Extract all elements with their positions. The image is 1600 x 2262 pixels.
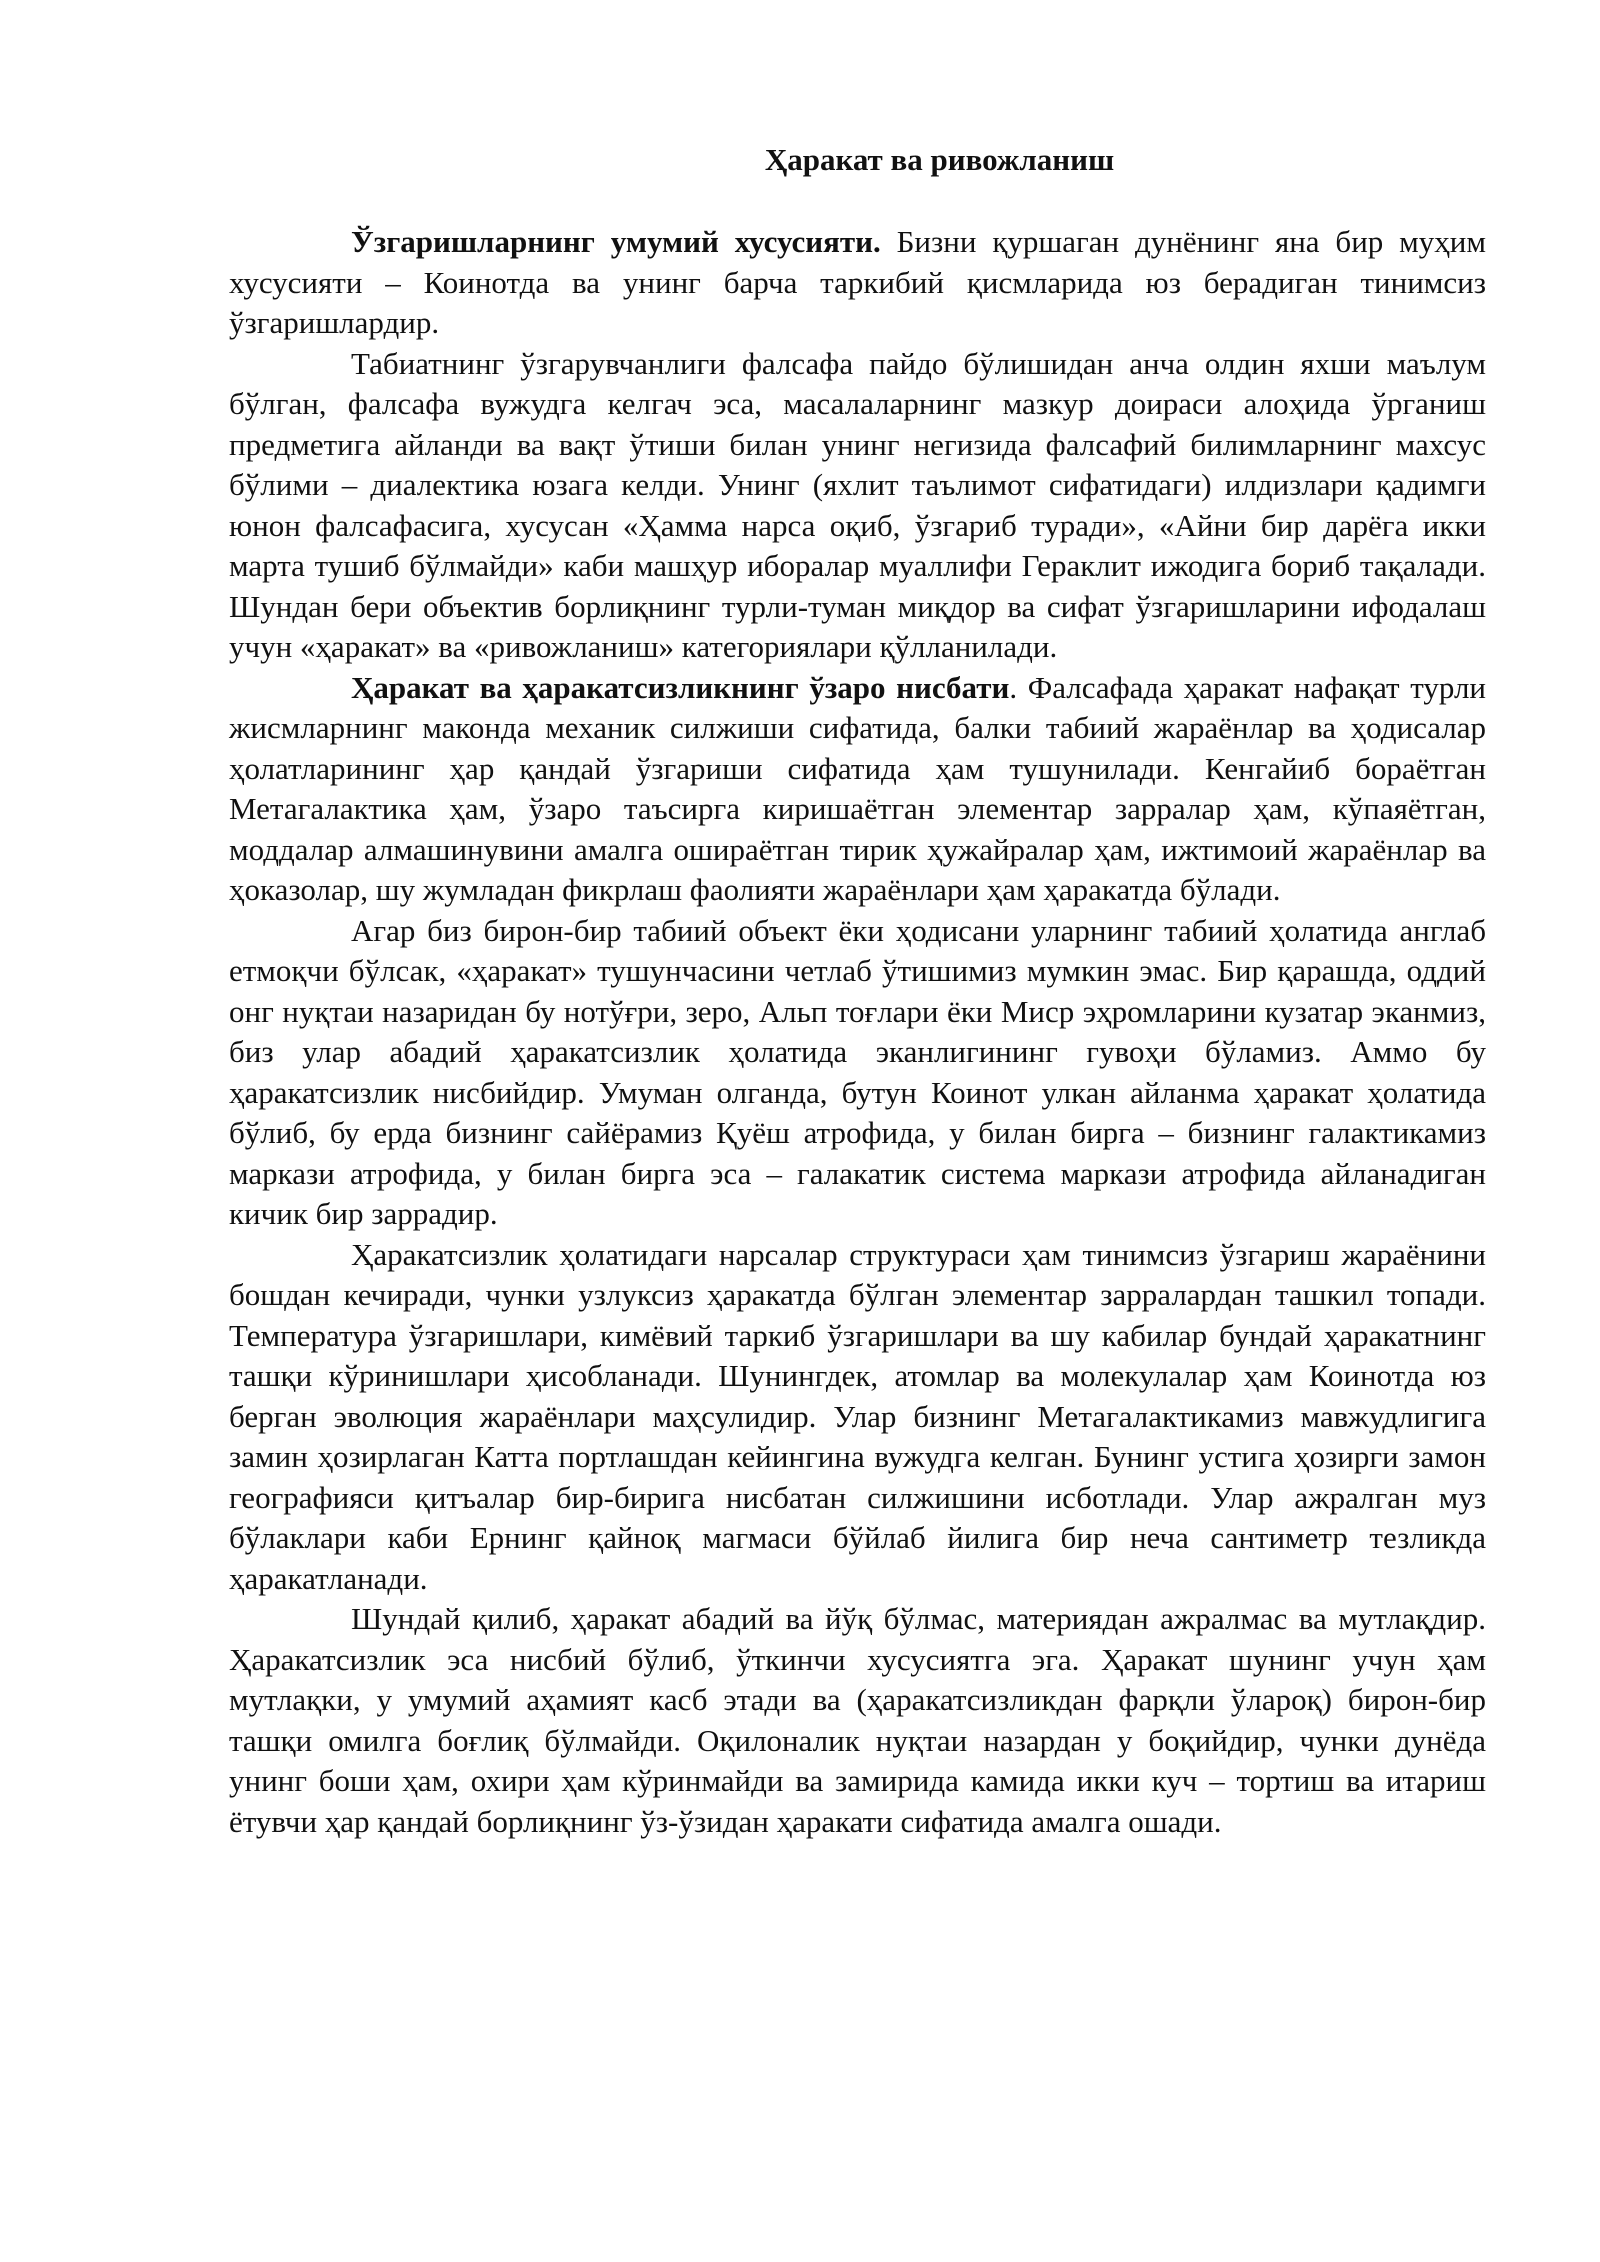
paragraph-5-text: Ҳаракатсизлик ҳолатидаги нарсалар структураси ҳам тинимсиз ўзгариш жараёнини бошдан кечиради, чунки узлуксиз ҳаракатда бўлган элементар зарралардан ташкил топади. Температура ўзгаришлари, кимёвий таркиб ўзгаришлари ва шу кабилар бундай ҳаракатнинг ташқи кўринишлари ҳисобланади. Шунингдек, атомлар ва молекулалар ҳам Коинотда юз берган эволюция жараёнлари маҳсулидир. Улар бизнинг Метагалактикамиз мавжудлигига замин ҳозирлаган Катта портлашдан кейингина вужудга келган. Бунинг устига ҳозирги замон географияси қитъалар бир-бирига нисбатан силжишини исботлади. Улар ажралган муз бўлаклари каби Ернинг қайноқ магмаси бўйлаб йилига бир неча сантиметр тезликда ҳаракатланади. <box>229 1236 1486 1596</box>
paragraph-1-lead: Ўзгаришларнинг умумий хусусияти. <box>351 224 881 259</box>
paragraph-1-text: Бизни қуршаган дунёнинг яна бир муҳим хусусияти – Коинотда ва унинг барча таркибий қисмларида юз берадиган тинимсиз ўзгаришлардир. <box>229 224 1486 340</box>
paragraph-2 <box>229 344 1486 668</box>
document-page <box>229 140 1486 1842</box>
paragraph-2-text: Табиатнинг ўзгарувчанлиги фалсафа пайдо бўлишидан анча олдин яхши маълум бўлган, фалсафа вужудга келгач эса, масалаларнинг мазкур доираси алоҳида ўрганиш предметига айланди ва вақт ўтиши билан унинг негизида фалсафий билимларнинг махсус бўлими – диалектика юзага келди. Унинг (яхлит таълимот сифатидаги) илдизлари қадимги юнон фалсафасига, хусусан «Ҳамма нарса оқиб, ўзгариб туради», «Айни бир дарёга икки марта тушиб бўлмайди» каби машҳур иборалар муаллифи Гераклит ижодига бориб тақалади. Шундан бери объектив борлиқнинг турли-туман миқдор ва сифат ўзгаришларини ифодалаш учун «ҳаракат» ва «ривожланиш» категориялари қўлланилади. <box>229 345 1486 664</box>
document-title: Ҳаракат ва ривожланиш <box>764 142 1115 177</box>
paragraph-6 <box>229 1599 1486 1842</box>
paragraph-4 <box>229 911 1486 1235</box>
paragraph-6-text: Шундай қилиб, ҳаракат абадий ва йўқ бўлмас, материядан ажралмас ва мутлақдир. Ҳаракатсизлик эса нисбий бўлиб, ўткинчи хусусиятга эга. Ҳаракат шунинг учун ҳам мутлақки, у умумий аҳамият касб этади ва (ҳаракатсизликдан фарқли ўлароқ) бирон-бир ташқи омилга боғлиқ бўлмайди. Оқилоналик нуқтаи назардан у боқийдир, чунки дунёда унинг боши ҳам, охири ҳам кўринмайди ва замирида камида икки куч – тортиш ва итариш ётувчи ҳар қандай борлиқнинг ўз-ўзидан ҳаракати сифатида амалга ошади. <box>229 1601 1486 1839</box>
paragraph-3-lead: Ҳаракат ва ҳаракатсизликнинг ўзаро нисбати <box>351 669 1010 705</box>
paragraph-4-text: Агар биз бирон-бир табиий объект ёки ҳодисани уларнинг табиий ҳолатида англаб етмоқчи бўлсак, «ҳаракат» тушунчасини четлаб ўтишимиз мумкин эмас. Бир қарашда, оддий онг нуқтаи назаридан бу нотўғри, зеро, Альп тоғлари ёки Миср эҳромларини кузатар эканмиз, биз улар абадий ҳаракатсизлик ҳолатида эканлигининг гувоҳи бўламиз. Аммо бу ҳаракатсизлик нисбийдир. Умуман олганда, бутун Коинот улкан айланма ҳаракат ҳолатида бўлиб, бу ерда бизнинг сайёрамиз Қуёш атрофида, у билан бирга – бизнинг галактикамиз маркази атрофида, у билан бирга эса – галакатик система маркази атрофида айланадиган кичик бир заррадир. <box>229 912 1486 1231</box>
paragraph-1 <box>229 222 1486 344</box>
paragraph-3-text: . Фалсафада ҳаракат нафақат турли жисмларнинг маконда механик силжиши сифатида, балки табиий жараёнлар ва ҳодисалар ҳолатларининг ҳар қандай ўзгариши сифатида ҳам тушунилади. Кенгайиб бораётган Метагалактика ҳам, ўзаро таъсирга киришаётган элементар зарралар ҳам, кўпаяётган, моддалар алмашинувини амалга ошираётган тирик ҳужайралар ҳам, ижтимоий жараёнлар ва ҳоказолар, шу жумладан фикрлаш фаолияти жараёнлари ҳам ҳаракатда бўлади. <box>229 669 1487 907</box>
paragraph-3 <box>229 668 1486 911</box>
paragraph-5 <box>229 1235 1486 1600</box>
